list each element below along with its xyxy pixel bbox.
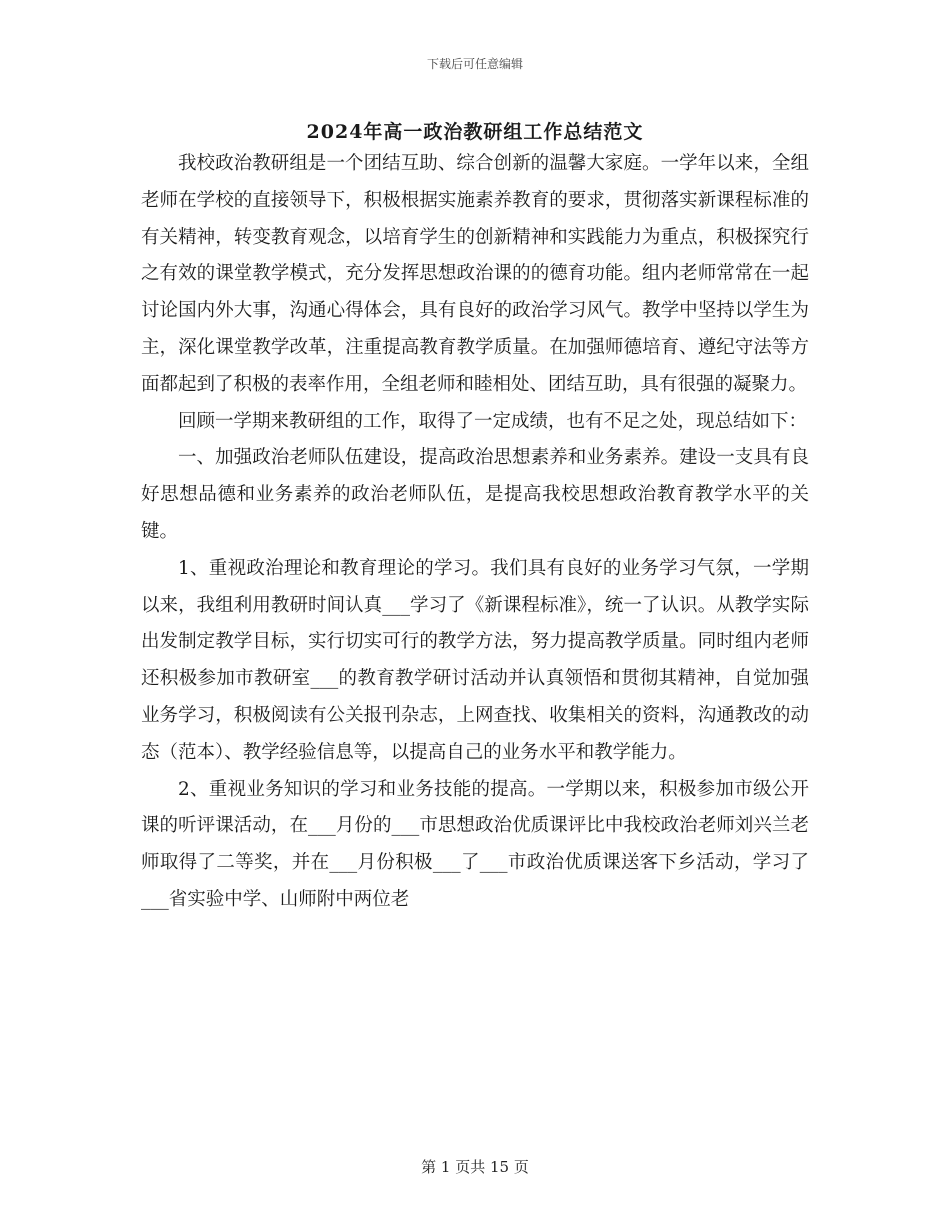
document-body xyxy=(141,146,809,919)
document-title: 2024年高一政治教研组工作总结范文 xyxy=(306,121,644,143)
paragraph: 一、加强政治老师队伍建设，提高政治思想素养和业务素养。建设一支具有良好思想品德和业务素养的政治老师队伍，是提高我校思想政治教育教学水平的关键。 xyxy=(141,447,809,542)
paragraph: 2、重视业务知识的学习和业务技能的提高。一学期以来，积极参加市级公开课的听评课活动，在___月份的___市思想政治优质课评比中我校政治老师刘兴兰老师取得了二等奖，并在___月份积极___了___市政治优质课送客下乡活动，学习了___省实验中学、山师附中两位老 xyxy=(141,778,809,910)
paragraph: 我校政治教研组是一个团结互助、综合创新的温馨大家庭。一学年以来，全组老师在学校的直接领导下，积极根据实施素养教育的要求，贯彻落实新课程标准的有关精神，转变教育观念，以培育学生的创新精神和实践能力为重点，积极探究行之有效的课堂教学模式，充分发挥思想政治课的的德育功能。组内老师常常在一起讨论国内外大事，沟通心得体会，具有良好的政治学习风气。教学中坚持以学生为主，深化课堂教学改革，注重提高教育教学质量。在加强师德培育、遵纪守法等方面都起到了积极的表率作用，全组老师和睦相处、团结互助，具有很强的凝聚力。 xyxy=(141,153,809,395)
paragraph: 回顾一学期来教研组的工作，取得了一定成绩，也有不足之处，现总结如下： xyxy=(178,410,808,432)
paragraph: 1、重视政治理论和教育理论的学习。我们具有良好的业务学习气氛，一学期以来，我组利用教研时间认真___学习了《新课程标准》，统一了认识。从教学实际出发制定教学目标，实行切实可行的教学方法，努力提高教学质量。同时组内老师还积极参加市教研室___的教育教学研讨活动并认真领悟和贯彻其精神，自觉加强业务学习，积极阅读有公关报刊杂志，上网查找、收集相关的资料，沟通教改的动态（范本）、教学经验信息等，以提高自己的业务水平和教学能力。 xyxy=(141,557,809,763)
header-note: 下载后可任意编辑 xyxy=(426,57,523,71)
page-number: 第 1 页共 15 页 xyxy=(421,1158,529,1176)
